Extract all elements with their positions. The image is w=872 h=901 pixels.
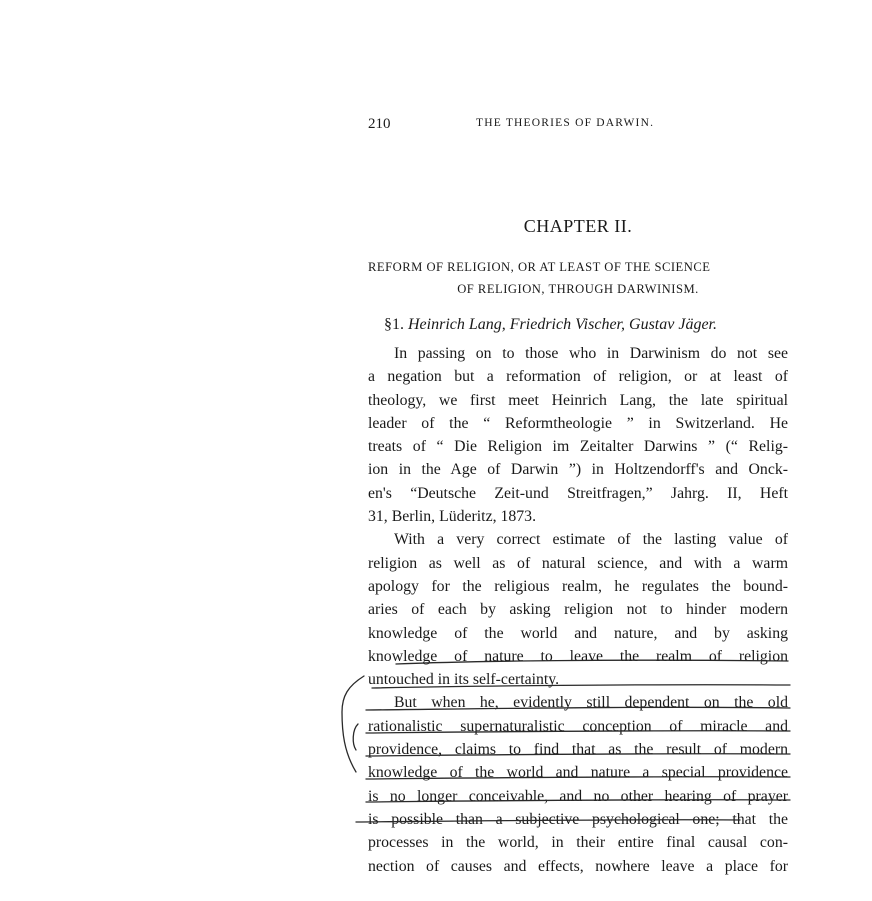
page-number: 210 xyxy=(368,116,391,132)
body-line: leader of the “ Reformtheologie ” in Switzerland. He xyxy=(368,414,788,432)
body-line: rationalistic supernaturalistic conception of miracle and xyxy=(368,717,788,735)
body-line: aries of each by asking religion not to hinder modern xyxy=(368,601,788,619)
body-line: is no longer conceivable, and no other hearing of prayer xyxy=(368,787,788,805)
bracket-stroke xyxy=(342,676,364,772)
chapter-subtitle-line-2: OF RELIGION, THROUGH DARWINISM. xyxy=(457,282,699,296)
body-line: processes in the world, in their entire final causal con- xyxy=(368,834,788,852)
body-line: knowledge of the world and nature, and by asking xyxy=(368,624,788,642)
body-line: en's “Deutsche Zeit-und Streitfragen,” Jahrg. II, Heft xyxy=(368,484,788,502)
chapter-subtitle xyxy=(368,256,788,300)
body-line: knowledge of nature to leave the realm of religion xyxy=(368,647,788,665)
body-line: knowledge of the world and nature a special providence xyxy=(368,764,788,782)
running-head xyxy=(368,116,788,136)
body-line: 31, Berlin, Lüderitz, 1873. xyxy=(368,508,537,526)
body-line: In passing on to those who in Darwinism do not see xyxy=(394,345,788,362)
chapter-subtitle-line-1: REFORM OF RELIGION, OR AT LEAST OF THE SCIENCE xyxy=(368,260,711,274)
body-line: theology, we first meet Heinrich Lang, the late spiritual xyxy=(368,391,788,409)
body-line: untouched in its self-certainty. xyxy=(368,671,560,689)
body-line: religion as well as of natural science, and with a warm xyxy=(368,554,788,572)
body-line: But when he, evidently still dependent on the old xyxy=(394,694,788,712)
body-line: With a very correct estimate of the lasting value of xyxy=(394,531,788,549)
body-line: providence, claims to find that as the result of modern xyxy=(368,741,788,759)
chapter-title: CHAPTER II. xyxy=(523,216,633,236)
section-names: Heinrich Lang, Friedrich Vischer, Gustav Jäger. xyxy=(408,316,717,333)
body-line: ion in the Age of Darwin ”) in Holtzendorff's and Onck- xyxy=(368,461,788,479)
body-line: a negation but a reformation of religion, or at least of xyxy=(368,368,788,386)
body-line: treats of “ Die Religion im Zeitalter Darwins ” (“ Relig- xyxy=(368,438,788,456)
running-title: THE THEORIES OF DARWIN. xyxy=(476,117,655,129)
section-number: §1. xyxy=(384,316,404,333)
section-heading xyxy=(384,314,788,336)
body-line: is possible than a subjective psychological one; that the xyxy=(368,810,788,828)
body-line: nection of causes and effects, nowhere leave a place for xyxy=(368,857,788,875)
body-text xyxy=(368,342,788,878)
body-line: apology for the religious realm, he regulates the bound- xyxy=(368,577,788,595)
bracket-stroke xyxy=(353,724,358,750)
